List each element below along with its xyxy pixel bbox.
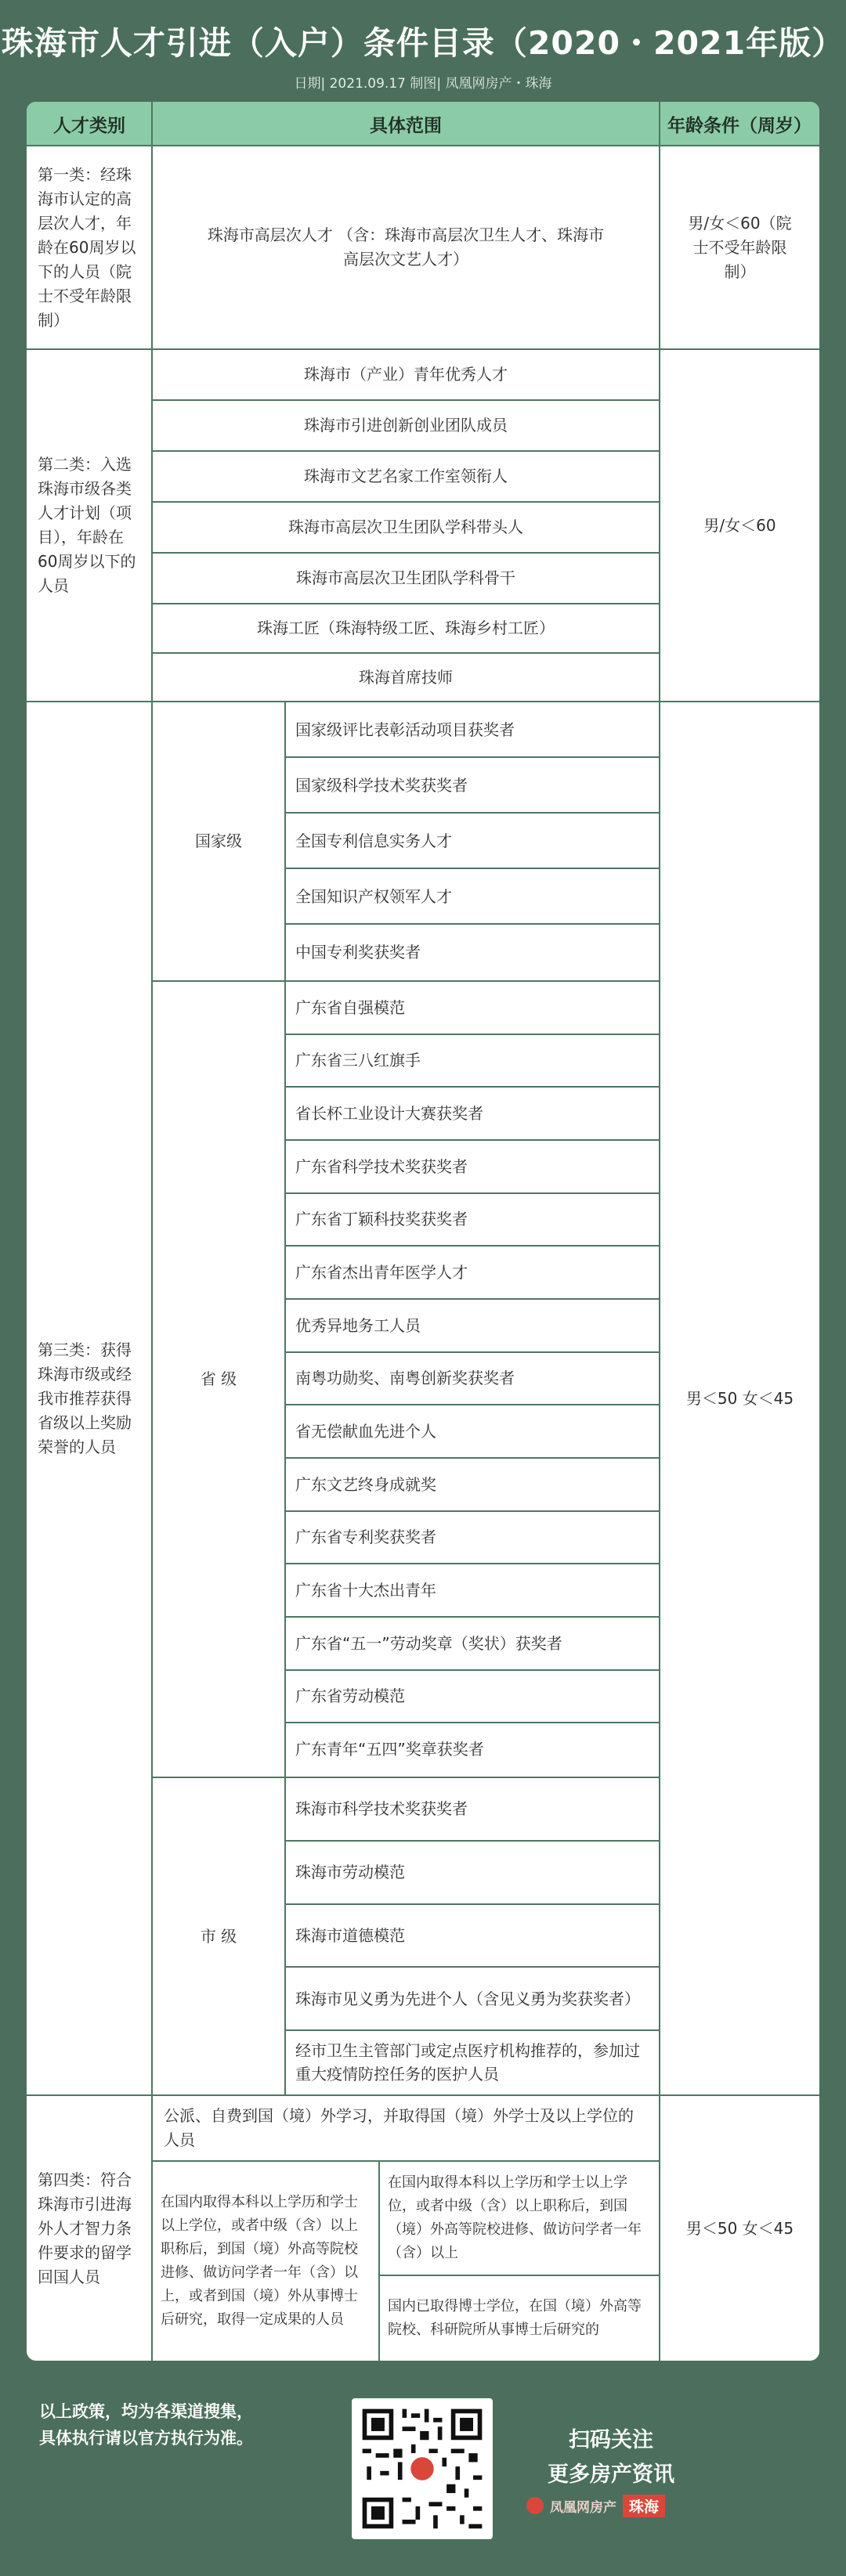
category-4-top: 公派、自费到国（境）外学习，并取得国（境）外学士及以上学位的人员 [164, 2106, 634, 2149]
qr-code[interactable] [352, 2398, 493, 2539]
level-city: 市 级 [200, 1926, 237, 1946]
follow-line: 更多房产资讯 [548, 2462, 674, 2487]
honor-item: 中国专利奖获奖者 [295, 942, 421, 961]
category-2-item: 珠海工匠（珠海特级工匠、珠海乡村工匠） [257, 619, 555, 637]
header-scope: 具体范围 [152, 102, 660, 146]
honor-item: 国家级科学技术奖获奖者 [295, 775, 468, 795]
header-age: 年龄条件（周岁） [660, 102, 819, 146]
honor-item: 广东文艺终身成就奖 [295, 1474, 436, 1494]
category-2-item: 珠海市高层次卫生团队学科带头人 [288, 518, 523, 536]
disclaimer-line: 具体执行请以官方执行为准。 [39, 2429, 253, 2448]
category-3-age: 男＜50 女＜45 [685, 1388, 794, 1408]
honor-item: 广东省“五一”劳动奖章（奖状）获奖者 [295, 1633, 562, 1653]
honor-item: 广东省科学技术奖获奖者 [295, 1156, 468, 1176]
honor-item: 珠海市科学技术奖获奖者 [295, 1799, 468, 1819]
honor-item: 广东省十大杰出青年 [295, 1581, 436, 1600]
level-provincial: 省 级 [200, 1369, 237, 1388]
honor-item: 珠海市见义勇为先进个人（含见义勇为奖获奖者） [295, 1989, 640, 2008]
brand-city: 珠海 [623, 2495, 665, 2517]
follow-line: 扫码关注 [569, 2428, 653, 2452]
honor-item: 珠海市劳动模范 [295, 1863, 405, 1882]
disclaimer [39, 2398, 253, 2452]
category-2-label: 第二类：入选珠海市级各类人才计划（项目），年龄在60周岁以下的人员 [38, 455, 136, 595]
brand-name: 凤凰网房产 [550, 2499, 616, 2516]
honor-item: 广东省丁颖科技奖获奖者 [295, 1210, 468, 1229]
honor-item: 广东省三八红旗手 [295, 1051, 421, 1070]
category-2-item: 珠海首席技师 [359, 667, 453, 687]
category-1-scope: 珠海市高层次人才 （含：珠海市高层次卫生人才、珠海市高层次文艺人才） [207, 225, 605, 269]
category-4-left: 在国内取得本科以上学历和学士以上学位，或者中级（含）以上职称后，到国（境）外高等院校进修、做访问学者一年（含）以上，或者到国（境）外从事博士后研究，取得一定成果的人员 [161, 2194, 358, 2328]
page-meta: 日期| 2021.09.17 制图| 凤凰网房产・珠海 [294, 76, 552, 92]
honor-item: 广东省自强模范 [295, 998, 405, 1017]
honor-item: 优秀异地务工人员 [295, 1315, 421, 1335]
category-2-item: 珠海市文艺名家工作室领衔人 [304, 467, 508, 485]
level-national: 国家级 [195, 832, 242, 850]
category-2-item: 珠海市（产业）青年优秀人才 [304, 365, 508, 384]
follow-text [517, 2423, 705, 2492]
brand-logo [526, 2492, 699, 2519]
honor-item: 全国专利信息实务人才 [295, 831, 452, 850]
disclaimer-line: 以上政策，均为各渠道搜集， [39, 2402, 253, 2421]
page-title: 珠海市人才引进（入户）条件目录（2020・2021年版） [1, 24, 845, 62]
category-1-age: 男/女＜60（院士不受年龄限制） [688, 213, 792, 281]
honor-item: 广东青年“五四”奖章获奖者 [295, 1740, 484, 1759]
category-4-right-bottom: 国内已取得博士学位，在国（境）外高等院校、科研院所从事博士后研究的 [388, 2298, 642, 2338]
honor-item: 广东省劳动模范 [295, 1687, 405, 1706]
phoenix-logo-icon [526, 2497, 544, 2514]
honor-item: 省无偿献血先进个人 [295, 1422, 436, 1441]
category-2-item: 珠海市引进创新创业团队成员 [304, 416, 508, 435]
category-3-label: 第三类：获得珠海市级或经我市推荐获得省级以上奖励荣誉的人员 [38, 1340, 132, 1456]
honor-item: 国家级评比表彰活动项目获奖者 [295, 720, 515, 739]
category-2-age: 男/女＜60 [703, 515, 776, 535]
honor-item: 省长杯工业设计大赛获奖者 [295, 1104, 483, 1124]
honor-item: 珠海市道德模范 [295, 1925, 405, 1945]
header-category: 人才类别 [27, 102, 152, 146]
category-4-age: 男＜50 女＜45 [685, 2218, 794, 2238]
category-4-label: 第四类：符合珠海市引进海外人才智力条件要求的留学回国人员 [38, 2170, 132, 2286]
honor-item: 广东省杰出青年医学人才 [295, 1263, 468, 1283]
category-4-right-top: 在国内取得本科以上学历和学士以上学位，或者中级（含）以上职称后，到国（境）外高等院校进修、做访问学者一年（含）以上 [388, 2174, 642, 2261]
honor-item: 全国知识产权领军人才 [295, 886, 452, 906]
category-1-label: 第一类：经珠海市认定的高层次人才，年龄在60周岁以下的人员（院士不受年龄限制） [38, 164, 136, 330]
conditions-table [27, 102, 819, 2361]
honor-item: 广东省专利奖获奖者 [295, 1528, 436, 1547]
category-2-item: 珠海市高层次卫生团队学科骨干 [296, 568, 515, 587]
qr-code-icon [358, 2405, 486, 2533]
honor-item: 南粤功勋奖、南粤创新奖获奖者 [295, 1369, 515, 1388]
honor-item: 经市卫生主管部门或定点医疗机构推荐的，参加过重大疫情防控任务的医护人员 [295, 2040, 640, 2084]
